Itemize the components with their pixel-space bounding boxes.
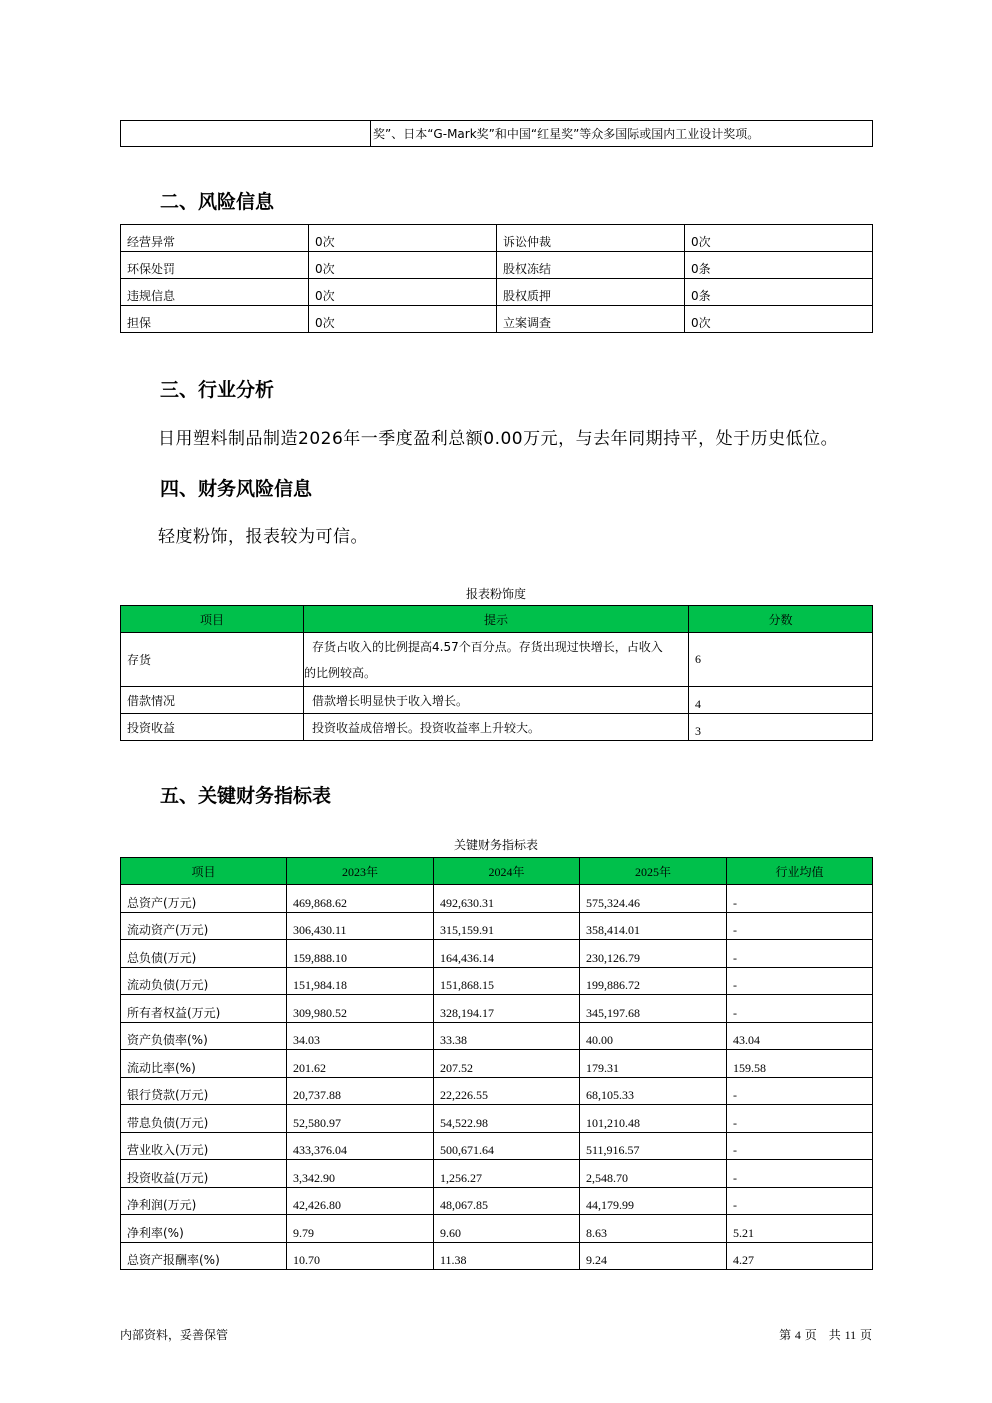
key-fin-value-cell: 10.70 bbox=[287, 1242, 434, 1270]
key-fin-value-cell: - bbox=[727, 1187, 873, 1215]
key-fin-value-cell: 9.79 bbox=[287, 1215, 434, 1243]
key-fin-value-cell: 179.31 bbox=[580, 1050, 727, 1078]
key-fin-value-cell: - bbox=[727, 1105, 873, 1133]
table-row bbox=[121, 1050, 873, 1078]
table-row bbox=[121, 1187, 873, 1215]
key-fin-value-cell: 40.00 bbox=[580, 1022, 727, 1050]
key-fin-metric-label: 总负债(万元) bbox=[121, 940, 287, 968]
key-fin-value-cell: 151,984.18 bbox=[287, 967, 434, 995]
key-fin-value-cell: 199,886.72 bbox=[580, 967, 727, 995]
risk-value: 0条 bbox=[685, 279, 873, 306]
key-fin-value-cell: - bbox=[727, 1132, 873, 1160]
table-row bbox=[121, 1022, 873, 1050]
key-fin-metric-label: 带息负债(万元) bbox=[121, 1105, 287, 1133]
key-fin-value-cell: 159,888.10 bbox=[287, 940, 434, 968]
key-fin-value-cell: - bbox=[727, 940, 873, 968]
table-row bbox=[121, 995, 873, 1023]
key-fin-value-cell: - bbox=[727, 1077, 873, 1105]
table-row bbox=[121, 1105, 873, 1133]
key-fin-header-cell: 2024年 bbox=[434, 858, 580, 885]
key-fin-value-cell: 230,126.79 bbox=[580, 940, 727, 968]
fin-risk-item: 存货 bbox=[121, 633, 304, 687]
key-fin-metric-label: 营业收入(万元) bbox=[121, 1132, 287, 1160]
key-fin-value-cell: 207.52 bbox=[434, 1050, 580, 1078]
fin-risk-table-title: 报表粉饰度 bbox=[465, 587, 526, 601]
fin-risk-hint-line: 的比例较高。 bbox=[304, 665, 377, 680]
key-fin-value-cell: - bbox=[727, 1160, 873, 1188]
key-fin-heading: 五、关键财务指标表 bbox=[160, 785, 332, 807]
key-fin-value-cell: 309,980.52 bbox=[287, 995, 434, 1023]
key-fin-metric-label: 流动比率(%) bbox=[121, 1050, 287, 1078]
table-row bbox=[121, 633, 873, 687]
risk-label: 股权质押 bbox=[497, 279, 685, 306]
key-fin-value-cell: 3,342.90 bbox=[287, 1160, 434, 1188]
key-fin-value-cell: 42,426.80 bbox=[287, 1187, 434, 1215]
key-fin-value-cell: 9.60 bbox=[434, 1215, 580, 1243]
fin-risk-table bbox=[120, 605, 873, 741]
fin-risk-item: 投资收益 bbox=[121, 714, 304, 741]
key-fin-value-cell: 44,179.99 bbox=[580, 1187, 727, 1215]
key-fin-value-cell: 52,580.97 bbox=[287, 1105, 434, 1133]
risk-label: 担保 bbox=[121, 306, 309, 333]
table-row bbox=[121, 225, 873, 252]
key-fin-value-cell: - bbox=[727, 995, 873, 1023]
table-row bbox=[121, 1215, 873, 1243]
key-fin-value-cell: 9.24 bbox=[580, 1242, 727, 1270]
risk-table bbox=[120, 224, 873, 333]
key-fin-value-cell: 575,324.46 bbox=[580, 885, 727, 913]
table-row bbox=[121, 967, 873, 995]
award-fragment-table bbox=[120, 120, 873, 147]
key-fin-value-cell: 68,105.33 bbox=[580, 1077, 727, 1105]
key-fin-value-cell: 469,868.62 bbox=[287, 885, 434, 913]
key-fin-metric-label: 净利润(万元) bbox=[121, 1187, 287, 1215]
industry-heading: 三、行业分析 bbox=[160, 379, 275, 401]
key-fin-value-cell: - bbox=[727, 967, 873, 995]
fin-risk-score: 3 bbox=[689, 714, 873, 741]
footer-page-num: 4 bbox=[794, 1328, 801, 1342]
table-row bbox=[121, 885, 873, 913]
key-fin-header-cell: 2025年 bbox=[580, 858, 727, 885]
fin-risk-text: 轻度粉饰，报表较为可信。 bbox=[158, 527, 368, 547]
table-row bbox=[121, 279, 873, 306]
fin-risk-hint bbox=[304, 633, 689, 687]
key-fin-value-cell: 159.58 bbox=[727, 1050, 873, 1078]
key-fin-metric-label: 银行贷款(万元) bbox=[121, 1077, 287, 1105]
key-fin-value-cell: 315,159.91 bbox=[434, 912, 580, 940]
table-row bbox=[121, 940, 873, 968]
risk-label: 环保处罚 bbox=[121, 252, 309, 279]
key-fin-header-cell: 行业均值 bbox=[727, 858, 873, 885]
key-fin-value-cell: 201.62 bbox=[287, 1050, 434, 1078]
key-fin-metric-label: 总资产(万元) bbox=[121, 885, 287, 913]
fin-risk-heading: 四、财务风险信息 bbox=[160, 478, 313, 500]
key-fin-value-cell: 164,436.14 bbox=[434, 940, 580, 968]
risk-value: 0次 bbox=[309, 225, 497, 252]
key-fin-value-cell: 48,067.85 bbox=[434, 1187, 580, 1215]
key-fin-value-cell: 20,737.88 bbox=[287, 1077, 434, 1105]
footer-page-info bbox=[779, 1326, 872, 1343]
fin-risk-item: 借款情况 bbox=[121, 687, 304, 714]
key-fin-metric-label: 净利率(%) bbox=[121, 1215, 287, 1243]
footer-total-pages: 11 bbox=[844, 1328, 857, 1342]
table-row bbox=[121, 1132, 873, 1160]
risk-value: 0次 bbox=[309, 252, 497, 279]
key-fin-value-cell: 34.03 bbox=[287, 1022, 434, 1050]
risk-value: 0次 bbox=[685, 225, 873, 252]
fin-risk-header-item: 项目 bbox=[121, 606, 304, 633]
fin-risk-hint: 投资收益成倍增长。投资收益率上升较大。 bbox=[304, 714, 689, 741]
footer-page-label: 页 共 bbox=[804, 1328, 841, 1342]
risk-heading: 二、风险信息 bbox=[160, 191, 275, 213]
key-fin-value-cell: 43.04 bbox=[727, 1022, 873, 1050]
table-row bbox=[121, 306, 873, 333]
table-row bbox=[121, 912, 873, 940]
key-fin-value-cell: 306,430.11 bbox=[287, 912, 434, 940]
key-fin-metric-label: 流动负债(万元) bbox=[121, 967, 287, 995]
key-fin-value-cell: 8.63 bbox=[580, 1215, 727, 1243]
table-row bbox=[121, 252, 873, 279]
risk-label: 股权冻结 bbox=[497, 252, 685, 279]
key-fin-value-cell: 11.38 bbox=[434, 1242, 580, 1270]
key-fin-value-cell: 33.38 bbox=[434, 1022, 580, 1050]
key-fin-value-cell: - bbox=[727, 885, 873, 913]
risk-value: 0次 bbox=[685, 306, 873, 333]
award-fragment-empty-cell bbox=[121, 121, 371, 147]
key-fin-value-cell: 358,414.01 bbox=[580, 912, 727, 940]
key-fin-value-cell: 328,194.17 bbox=[434, 995, 580, 1023]
footer-page-label: 第 bbox=[779, 1328, 792, 1342]
risk-label: 诉讼仲裁 bbox=[497, 225, 685, 252]
footer-page-label: 页 bbox=[859, 1328, 872, 1342]
table-row bbox=[121, 1077, 873, 1105]
key-fin-value-cell: 54,522.98 bbox=[434, 1105, 580, 1133]
industry-text: 日用塑料制品制造2026年一季度盈利总额0.00万元，与去年同期持平，处于历史低位。 bbox=[158, 429, 839, 449]
key-fin-value-cell: 1,256.27 bbox=[434, 1160, 580, 1188]
key-fin-value-cell: 151,868.15 bbox=[434, 967, 580, 995]
key-fin-value-cell: 345,197.68 bbox=[580, 995, 727, 1023]
key-fin-metric-label: 资产负债率(%) bbox=[121, 1022, 287, 1050]
key-fin-value-cell: - bbox=[727, 912, 873, 940]
key-fin-metric-label: 所有者权益(万元) bbox=[121, 995, 287, 1023]
risk-label: 经营异常 bbox=[121, 225, 309, 252]
fin-risk-hint: 借款增长明显快于收入增长。 bbox=[304, 687, 689, 714]
fin-risk-header-hint: 提示 bbox=[304, 606, 689, 633]
key-fin-value-cell: 511,916.57 bbox=[580, 1132, 727, 1160]
fin-risk-score: 4 bbox=[689, 687, 873, 714]
risk-value: 0条 bbox=[685, 252, 873, 279]
key-fin-value-cell: 500,671.64 bbox=[434, 1132, 580, 1160]
key-fin-metric-label: 总资产报酬率(%) bbox=[121, 1242, 287, 1270]
table-row bbox=[121, 1242, 873, 1270]
key-fin-value-cell: 22,226.55 bbox=[434, 1077, 580, 1105]
key-fin-metric-label: 投资收益(万元) bbox=[121, 1160, 287, 1188]
key-fin-table bbox=[120, 857, 873, 1270]
key-fin-value-cell: 101,210.48 bbox=[580, 1105, 727, 1133]
fin-risk-score: 6 bbox=[689, 633, 873, 687]
risk-label: 立案调查 bbox=[497, 306, 685, 333]
risk-value: 0次 bbox=[309, 279, 497, 306]
key-fin-value-cell: 492,630.31 bbox=[434, 885, 580, 913]
key-fin-value-cell: 433,376.04 bbox=[287, 1132, 434, 1160]
key-fin-value-cell: 4.27 bbox=[727, 1242, 873, 1270]
footer-left: 内部资料，妥善保管 bbox=[120, 1328, 229, 1342]
fin-risk-hint-line: 存货占收入的比例提高4.57个百分点。存货出现过快增长，占收入 bbox=[312, 639, 663, 654]
key-fin-table-title: 关键财务指标表 bbox=[453, 838, 538, 852]
risk-value: 0次 bbox=[309, 306, 497, 333]
key-fin-value-cell: 5.21 bbox=[727, 1215, 873, 1243]
table-row bbox=[121, 714, 873, 741]
table-row bbox=[121, 687, 873, 714]
risk-label: 违规信息 bbox=[121, 279, 309, 306]
fin-risk-header-score: 分数 bbox=[689, 606, 873, 633]
award-fragment-text: 奖”、日本“G-Mark奖”和中国“红星奖”等众多国际或国内工业设计奖项。 bbox=[371, 121, 873, 147]
key-fin-header-cell: 项目 bbox=[121, 858, 287, 885]
key-fin-header-cell: 2023年 bbox=[287, 858, 434, 885]
key-fin-metric-label: 流动资产(万元) bbox=[121, 912, 287, 940]
key-fin-value-cell: 2,548.70 bbox=[580, 1160, 727, 1188]
table-row bbox=[121, 1160, 873, 1188]
